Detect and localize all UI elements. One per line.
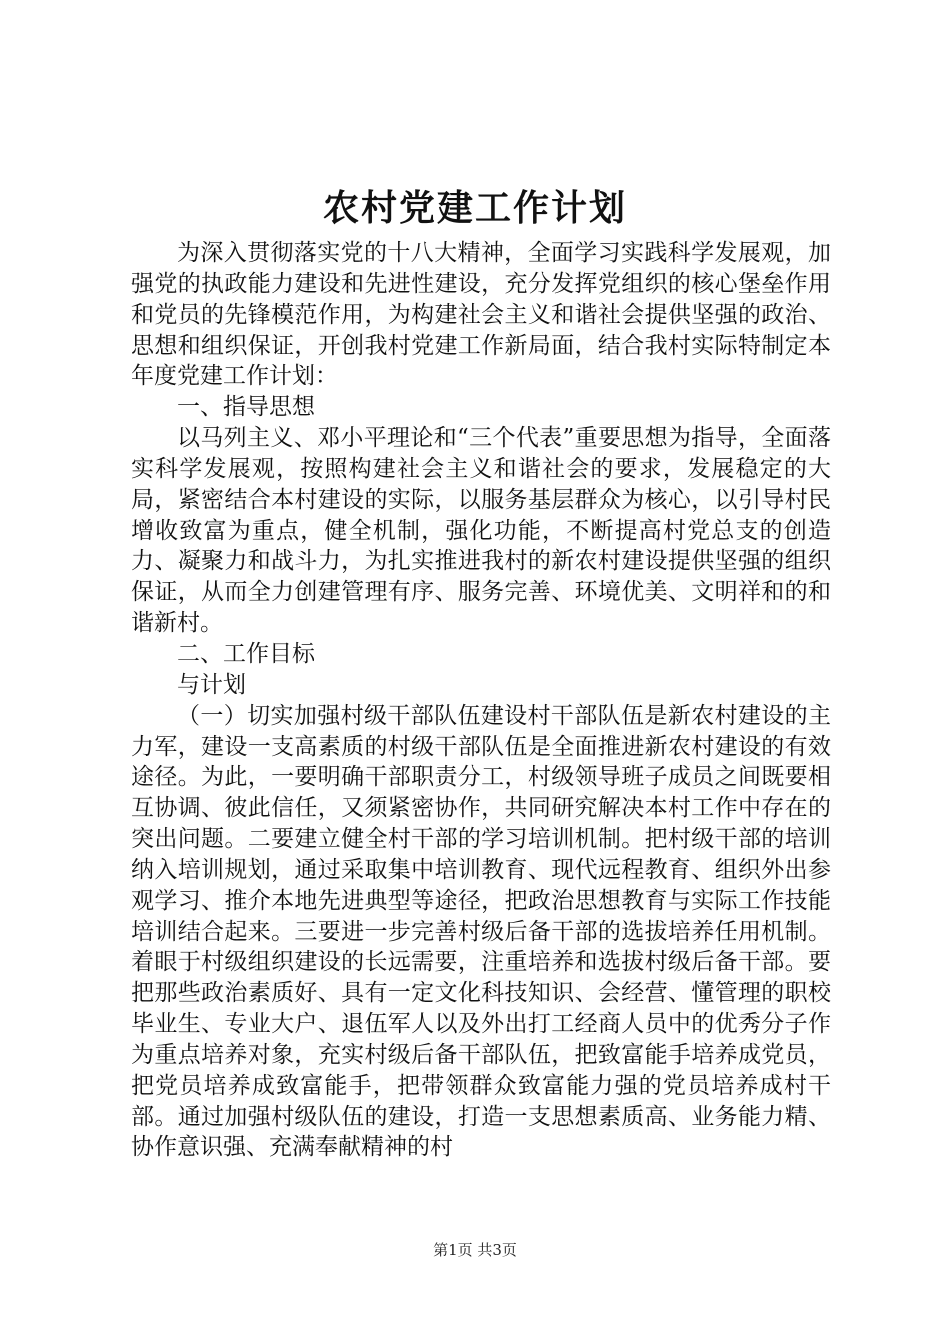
page-number: 第1页 共3页 xyxy=(433,1241,517,1259)
document-body xyxy=(131,238,831,1163)
paragraph-cadre-team: （一）切实加强村级干部队伍建设村干部队伍是新农村建设的主力军，建设一支高素质的村级干部队伍是全面推进新农村建设的有效途径。为此，一要明确干部职责分工，村级领导班子成员之间既要相互协调、彼此信任，又须紧密协作，共同研究解决本村工作中存在的突出问题。二要建立健全村干部的学习培训机制。把村级干部的培训纳入培训规划，通过采取集中培训教育、现代远程教育、组织外出参观学习、推介本地先进典型等途径，把政治思想教育与实际工作技能培训结合起来。三要进一步完善村级后备干部的选拔培养任用机制。着眼于村级组织建设的长远需要，注重培养和选拔村级后备干部。要把那些政治素质好、具有一定文化科技知识、会经营、懂管理的职校毕业生、专业大户、退伍军人以及外出打工经商人员中的优秀分子作为重点培养对象，充实村级后备干部队伍，把致富能手培养成党员，把党员培养成致富能手，把带领群众致富能力强的党员培养成村干部。通过加强村级队伍的建设，打造一支思想素质高、业务能力精、协作意识强、充满奉献精神的村 xyxy=(131,702,831,1161)
heading-work-goals-continued: 与计划 xyxy=(177,671,246,698)
paragraph-guiding-ideology: 以马列主义、邓小平理论和“三个代表”重要思想为指导，全面落实科学发展观，按照构建社会主义和谐社会的要求，发展稳定的大局，紧密结合本村建设的实际，以服务基层群众为核心，以引导村民增收致富为重点，健全机制，强化功能，不断提高村党总支的创造力、凝聚力和战斗力，为扎实推进我村的新农村建设提供坚强的组织保证，从而全力创建管理有序、服务完善、环境优美、文明祥和的和谐新村。 xyxy=(131,425,831,637)
document-title: 农村党建工作计划 xyxy=(322,187,627,229)
paragraph-intro: 为深入贯彻落实党的十八大精神，全面学习实践科学发展观，加强党的执政能力建设和先进性建设，充分发挥党组织的核心堡垒作用和党员的先锋模范作用，为构建社会主义和谐社会提供坚强的政治、思想和组织保证，开创我村党建工作新局面，结合我村实际特制定本年度党建工作计划： xyxy=(131,240,831,390)
heading-work-goals: 二、工作目标 xyxy=(177,640,315,667)
heading-guiding-ideology: 一、指导思想 xyxy=(177,394,315,421)
